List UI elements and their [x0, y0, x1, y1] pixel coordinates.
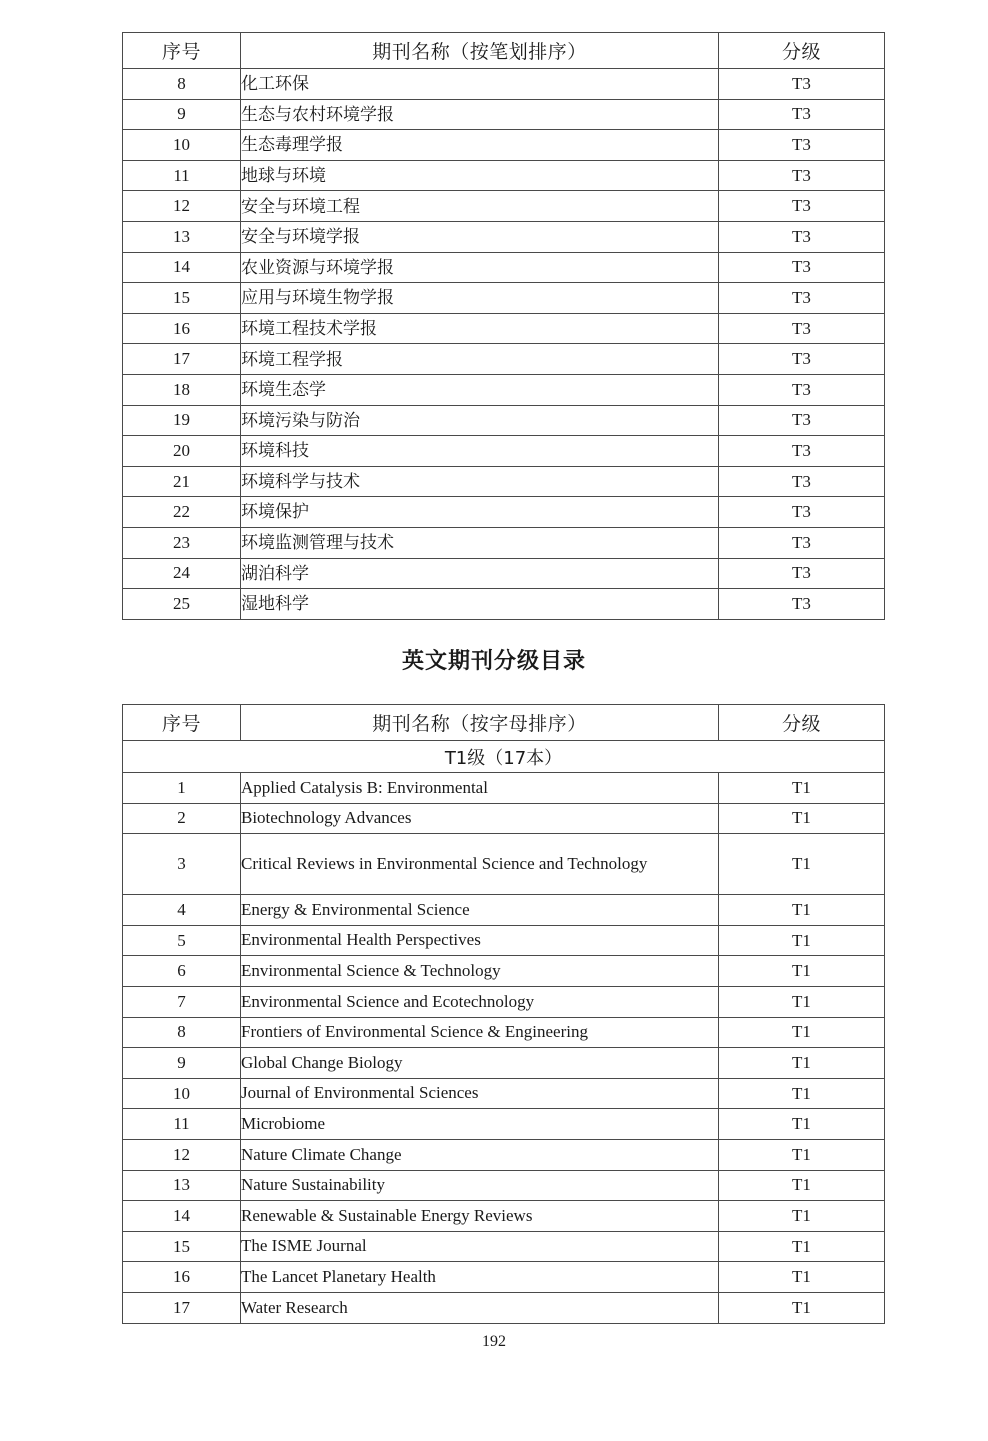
cell-journal-name: 安全与环境学报: [241, 221, 719, 252]
table-row: [123, 773, 885, 804]
table-row: [123, 986, 885, 1017]
cell-journal-name: Environmental Science and Ecotechnology: [241, 986, 719, 1017]
cell-index: 8: [123, 1017, 241, 1048]
cell-rank: T1: [719, 1201, 885, 1232]
cell-journal-name: 生态毒理学报: [241, 130, 719, 161]
cell-journal-name: 环境污染与防治: [241, 405, 719, 436]
table-row: [123, 1048, 885, 1079]
column-header-rank: 分级: [719, 705, 885, 741]
cell-journal-name: 化工环保: [241, 69, 719, 100]
cell-index: 22: [123, 497, 241, 528]
cell-journal-name: Global Change Biology: [241, 1048, 719, 1079]
cell-rank: T3: [719, 313, 885, 344]
cell-index: 13: [123, 221, 241, 252]
table-header-row: [123, 33, 885, 69]
cell-index: 16: [123, 1262, 241, 1293]
table-row: [123, 191, 885, 222]
table-row: [123, 895, 885, 926]
cell-rank: T1: [719, 925, 885, 956]
table-row: [123, 956, 885, 987]
cell-index: 25: [123, 589, 241, 620]
table-row: [123, 558, 885, 589]
cell-journal-name: Nature Sustainability: [241, 1170, 719, 1201]
cell-rank: T1: [719, 1017, 885, 1048]
table-row: [123, 589, 885, 620]
cell-journal-name: Water Research: [241, 1292, 719, 1323]
cell-index: 21: [123, 466, 241, 497]
table-row: [123, 344, 885, 375]
cell-journal-name: 地球与环境: [241, 160, 719, 191]
table-row: [123, 1139, 885, 1170]
cell-index: 17: [123, 1292, 241, 1323]
cell-journal-name: 应用与环境生物学报: [241, 283, 719, 314]
section-heading-english-journals: 英文期刊分级目录: [401, 649, 586, 674]
cell-index: 11: [123, 1109, 241, 1140]
cell-rank: T1: [719, 1292, 885, 1323]
table-row: [123, 466, 885, 497]
cell-index: 6: [123, 956, 241, 987]
table-row: [123, 160, 885, 191]
cell-journal-name: Journal of Environmental Sciences: [241, 1078, 719, 1109]
column-header-journal: 期刊名称（按笔划排序）: [241, 33, 719, 69]
english-journal-table: [122, 704, 885, 1324]
table-row: [123, 1109, 885, 1140]
cell-journal-name: Environmental Science & Technology: [241, 956, 719, 987]
cell-journal-name: 安全与环境工程: [241, 191, 719, 222]
column-header-index: 序号: [123, 705, 241, 741]
cell-rank: T1: [719, 773, 885, 804]
cell-rank: T1: [719, 1139, 885, 1170]
cell-index: 11: [123, 160, 241, 191]
cell-journal-name: Frontiers of Environmental Science & Engineering: [241, 1017, 719, 1048]
cell-journal-name: Biotechnology Advances: [241, 803, 719, 834]
cell-rank: T1: [719, 986, 885, 1017]
cell-index: 24: [123, 558, 241, 589]
cell-journal-name: 农业资源与环境学报: [241, 252, 719, 283]
cell-journal-name: 湖泊科学: [241, 558, 719, 589]
cell-rank: T3: [719, 99, 885, 130]
cell-rank: T3: [719, 221, 885, 252]
cell-journal-name: Critical Reviews in Environmental Science and Technology: [241, 834, 719, 895]
table-row: [123, 130, 885, 161]
table-row: [123, 252, 885, 283]
table-row: [123, 221, 885, 252]
cell-rank: T1: [719, 956, 885, 987]
cell-index: 5: [123, 925, 241, 956]
cell-index: 2: [123, 803, 241, 834]
cell-rank: T3: [719, 374, 885, 405]
table-row: [123, 925, 885, 956]
table-row: [123, 497, 885, 528]
table-row: [123, 1201, 885, 1232]
table-row: [123, 283, 885, 314]
cell-index: 14: [123, 252, 241, 283]
cell-index: 15: [123, 1231, 241, 1262]
cell-journal-name: Environmental Health Perspectives: [241, 925, 719, 956]
table-row: [123, 834, 885, 895]
table-row: [123, 1231, 885, 1262]
cell-rank: T1: [719, 1231, 885, 1262]
cell-journal-name: Nature Climate Change: [241, 1139, 719, 1170]
table-row: [123, 1292, 885, 1323]
cell-rank: T3: [719, 160, 885, 191]
cell-rank: T1: [719, 1048, 885, 1079]
cell-index: 23: [123, 527, 241, 558]
cell-index: 12: [123, 1139, 241, 1170]
column-header-journal: 期刊名称（按字母排序）: [241, 705, 719, 741]
cell-rank: T3: [719, 527, 885, 558]
cell-journal-name: 环境工程学报: [241, 344, 719, 375]
cell-journal-name: Applied Catalysis B: Environmental: [241, 773, 719, 804]
cell-rank: T1: [719, 895, 885, 926]
cell-rank: T3: [719, 191, 885, 222]
table-row: [123, 1170, 885, 1201]
cell-journal-name: 环境生态学: [241, 374, 719, 405]
table-row: [123, 803, 885, 834]
cell-rank: T3: [719, 436, 885, 467]
cell-rank: T1: [719, 1262, 885, 1293]
cell-index: 14: [123, 1201, 241, 1232]
cell-index: 17: [123, 344, 241, 375]
cell-index: 7: [123, 986, 241, 1017]
cell-index: 19: [123, 405, 241, 436]
cell-index: 8: [123, 69, 241, 100]
cell-journal-name: 环境科技: [241, 436, 719, 467]
cell-index: 10: [123, 130, 241, 161]
page-number: 192: [482, 1333, 506, 1350]
table-row: [123, 313, 885, 344]
cell-index: 16: [123, 313, 241, 344]
cell-rank: T3: [719, 466, 885, 497]
column-header-rank: 分级: [719, 33, 885, 69]
cell-rank: T3: [719, 589, 885, 620]
cell-index: 9: [123, 99, 241, 130]
group-header-row: [123, 741, 885, 773]
cell-journal-name: 环境保护: [241, 497, 719, 528]
column-header-index: 序号: [123, 33, 241, 69]
cell-rank: T1: [719, 1170, 885, 1201]
cell-rank: T1: [719, 834, 885, 895]
table-row: [123, 405, 885, 436]
cell-journal-name: Energy & Environmental Science: [241, 895, 719, 926]
cell-journal-name: The ISME Journal: [241, 1231, 719, 1262]
cell-index: 3: [123, 834, 241, 895]
table-row: [123, 527, 885, 558]
cell-index: 4: [123, 895, 241, 926]
cell-index: 1: [123, 773, 241, 804]
table-row: [123, 436, 885, 467]
cell-journal-name: 生态与农村环境学报: [241, 99, 719, 130]
cell-index: 13: [123, 1170, 241, 1201]
cell-journal-name: 环境监测管理与技术: [241, 527, 719, 558]
table-row: [123, 69, 885, 100]
cell-index: 9: [123, 1048, 241, 1079]
cell-journal-name: Renewable & Sustainable Energy Reviews: [241, 1201, 719, 1232]
group-label-t1: T1级（17本）: [123, 741, 885, 773]
cell-journal-name: 环境工程技术学报: [241, 313, 719, 344]
cell-rank: T3: [719, 252, 885, 283]
cell-rank: T3: [719, 405, 885, 436]
cell-journal-name: Microbiome: [241, 1109, 719, 1140]
cell-rank: T1: [719, 1109, 885, 1140]
table-row: [123, 99, 885, 130]
cell-index: 15: [123, 283, 241, 314]
cell-index: 10: [123, 1078, 241, 1109]
cell-rank: T1: [719, 803, 885, 834]
cell-rank: T3: [719, 69, 885, 100]
cell-rank: T3: [719, 130, 885, 161]
cell-journal-name: 湿地科学: [241, 589, 719, 620]
table-row: [123, 374, 885, 405]
cell-rank: T3: [719, 497, 885, 528]
cell-index: 20: [123, 436, 241, 467]
cell-rank: T3: [719, 558, 885, 589]
table-header-row: [123, 705, 885, 741]
cell-index: 12: [123, 191, 241, 222]
cell-journal-name: The Lancet Planetary Health: [241, 1262, 719, 1293]
cell-rank: T3: [719, 344, 885, 375]
table-row: [123, 1262, 885, 1293]
chinese-journal-table: [122, 32, 885, 620]
cell-index: 18: [123, 374, 241, 405]
table-row: [123, 1078, 885, 1109]
cell-journal-name: 环境科学与技术: [241, 466, 719, 497]
table-row: [123, 1017, 885, 1048]
cell-rank: T1: [719, 1078, 885, 1109]
cell-rank: T3: [719, 283, 885, 314]
